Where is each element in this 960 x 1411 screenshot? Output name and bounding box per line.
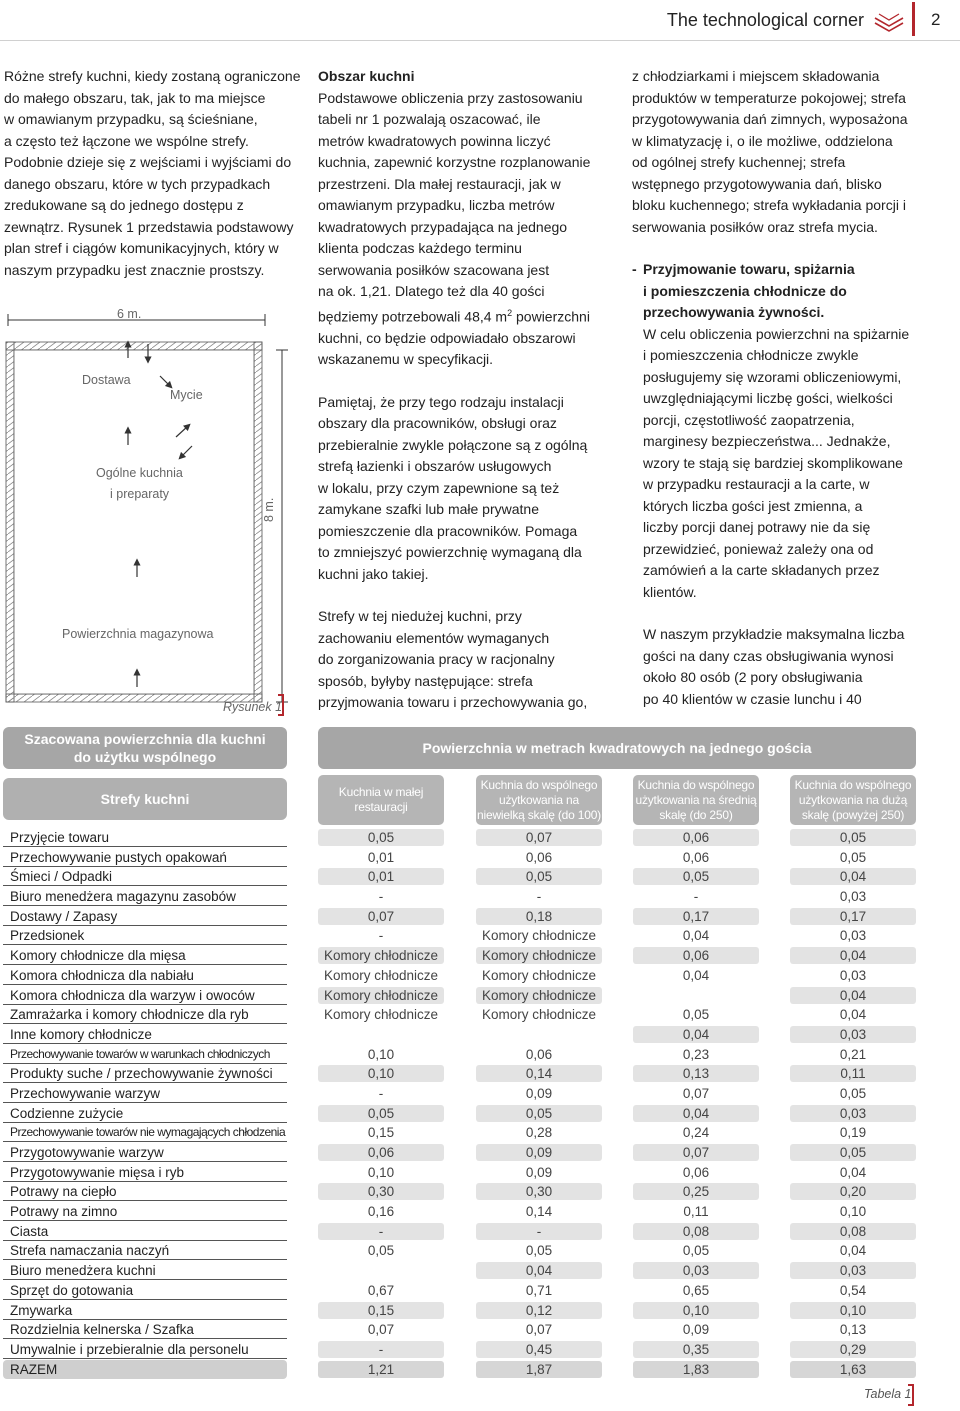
table-row xyxy=(0,1143,960,1163)
table-cell: 1,63 xyxy=(790,1361,916,1378)
table-cell: 0,04 xyxy=(633,1105,759,1122)
zone-name: Przedsionek xyxy=(3,926,287,945)
table-cell: 0,10 xyxy=(839,1204,867,1220)
text-line: bloku kuchennego; strefa wykładania porcji i xyxy=(632,197,906,213)
paragraph-gap xyxy=(318,585,590,606)
table-cell: 0,67 xyxy=(367,1282,395,1298)
table-cell: 0,10 xyxy=(790,1302,916,1319)
bullet-dash: - xyxy=(632,261,637,277)
table-cell: 0,11 xyxy=(790,1065,916,1082)
zone-name: Komora chłodnicza dla nabiału xyxy=(3,966,287,985)
table-cell: 0,09 xyxy=(525,1164,553,1180)
table-cell: 0,04 xyxy=(839,1164,867,1180)
table-cell: Komory chłodnicze xyxy=(318,987,444,1004)
intro-paragraph xyxy=(4,66,301,281)
text-line: od ogólnej strefy kuchennej; strefa xyxy=(632,154,846,170)
zone-name: Strefa namaczania naczyń xyxy=(3,1241,287,1260)
text-line: w przypadku restauracji a la carte, w xyxy=(643,476,870,492)
table-cell: Komory chłodnicze xyxy=(476,987,602,1004)
table-cell: 0,06 xyxy=(682,849,710,865)
table-row xyxy=(0,887,960,907)
kitchen-floor-plan xyxy=(0,300,300,720)
text-line: w lokalu, przy czym zapewnione są też xyxy=(318,479,560,496)
bullet-heading-text: i pomieszczenia chłodnicze do xyxy=(643,282,847,299)
text-line: w omawianym przypadku, są ścieśniane, xyxy=(4,111,258,127)
table-cell: 0,07 xyxy=(476,829,602,846)
table-zones-header xyxy=(3,778,287,820)
zone-name: Przygotowywanie warzyw xyxy=(3,1143,287,1162)
zone-name: Komory chłodnicze dla mięsa xyxy=(3,946,287,965)
table-cell: 0,07 xyxy=(318,908,444,925)
text-line: na ok. 1,21. Dlatego też dla 40 gości xyxy=(318,283,545,299)
table-cell: - xyxy=(378,1085,384,1101)
text-line: zredukowane są do jednego dostępu z xyxy=(4,197,244,213)
table-cell: 0,17 xyxy=(790,908,916,925)
table-cell: 0,07 xyxy=(525,1322,553,1338)
table-row xyxy=(0,1163,960,1183)
text-line: plan stref i ciągów komunikacyjnych, który w xyxy=(4,240,279,256)
zone-name: Zmywarka xyxy=(3,1301,287,1320)
table-cell: 0,71 xyxy=(525,1282,553,1298)
area-table xyxy=(0,828,960,1379)
table-cell: 0,11 xyxy=(683,1204,709,1220)
table-cell: 0,03 xyxy=(633,1262,759,1279)
text-line: W naszym przykładzie maksymalna liczba xyxy=(643,626,905,642)
text-line: Pamiętaj, że przy tego rodzaju instalacji xyxy=(318,393,564,410)
table-cell: 1,87 xyxy=(476,1361,602,1378)
text-line: i pomieszczenia chłodnicze zwykle xyxy=(643,347,859,363)
table-cell: 0,06 xyxy=(318,1144,444,1161)
table-cell: Komory chłodnicze xyxy=(318,947,444,964)
text-line: strefą łazienki i obszarów usługowych xyxy=(318,458,552,475)
table-cell: 1,83 xyxy=(633,1361,759,1378)
paragraph-gap xyxy=(632,238,909,259)
zone-name: Sprzęt do gotowania xyxy=(3,1281,287,1300)
text-line: klienta podczas każdego terminu xyxy=(318,240,522,256)
table-left-header-text: Szacowana powierzchnia dla kuchni do użytku wspólnego xyxy=(24,731,266,765)
text-line: metrów kwadratowych powinna liczyć xyxy=(318,132,551,149)
text-line: przyjmowania towaru i przechowywania go, xyxy=(318,694,588,711)
table-right-header xyxy=(318,727,916,769)
text-line: w klimatyzację i, o ile możliwe, oddzielona xyxy=(632,132,893,149)
zone-name: Śmieci / Odpadki xyxy=(3,867,287,886)
zone-name: Przechowywanie towarów nie wymagających chłodzenia xyxy=(3,1123,287,1142)
section-heading: Obszar kuchni xyxy=(318,68,415,84)
table-cell: 0,10 xyxy=(633,1302,759,1319)
table-row xyxy=(0,926,960,946)
text-line: wzory te stają się bardziej skomplikowane xyxy=(643,454,903,471)
table-row xyxy=(0,946,960,966)
col-header-small xyxy=(318,775,444,825)
table-cell: 0,03 xyxy=(839,889,867,905)
zone-name: Potrawy na ciepło xyxy=(3,1182,287,1201)
text-line: produktów w temperaturze pokojowej; strefa xyxy=(632,89,906,106)
table-cell: 0,17 xyxy=(633,908,759,925)
table-row xyxy=(0,986,960,1006)
width-label: 6 m. xyxy=(117,307,142,321)
table-cell: 0,01 xyxy=(318,868,444,885)
table-cell: 0,04 xyxy=(839,1243,867,1259)
text-line: porcji, częstotliwość zaopatrzenia, xyxy=(643,411,855,428)
text-line: gości na dany czas obsługiwania wynosi xyxy=(643,647,894,664)
zone-name: Przygotowywanie mięsa i ryb xyxy=(3,1163,287,1182)
table-row xyxy=(0,1222,960,1242)
table-cell: 0,05 xyxy=(318,829,444,846)
table-cell: 0,14 xyxy=(476,1065,602,1082)
text-line: danego obszaru, które w tych przypadkach xyxy=(4,175,271,192)
superscript: 2 xyxy=(507,307,513,318)
table-cell: 0,30 xyxy=(476,1183,602,1200)
zones-section xyxy=(632,66,909,710)
table-row xyxy=(0,907,960,927)
zone-name: Przechowywanie warzyw xyxy=(3,1084,287,1103)
table-row xyxy=(0,1301,960,1321)
table-cell: 0,15 xyxy=(318,1302,444,1319)
table-cell: 0,03 xyxy=(790,1262,916,1279)
header-rule xyxy=(0,40,960,41)
table-cell: 0,03 xyxy=(839,967,867,983)
height-label: 8 m. xyxy=(262,497,276,522)
text-line: przestrzeni. Dla małej restauracji, jak w xyxy=(318,175,561,192)
text-line: serwowania posiłków oraz strefa mycia. xyxy=(632,218,878,235)
table-row xyxy=(0,1045,960,1065)
zone-name: Biuro menedżera magazynu zasobów xyxy=(3,887,287,906)
text-line: Różne strefy kuchni, kiedy zostaną ograniczone xyxy=(4,68,301,84)
table-cell: - xyxy=(536,889,542,905)
table-cell: - xyxy=(476,1223,602,1240)
text-line: wskazanemu w specyfikacji. xyxy=(318,351,494,368)
table-cell: - xyxy=(378,889,384,905)
table-row xyxy=(0,1025,960,1045)
zone-name: Zamrażarka i komory chłodnicze dla ryb xyxy=(3,1005,287,1024)
table-cell: 0,54 xyxy=(839,1282,867,1298)
table-cell: 0,05 xyxy=(839,849,867,865)
page-number: 2 xyxy=(931,10,941,29)
table-cell: 0,05 xyxy=(525,1243,553,1259)
text-line: Strefy w tej niedużej kuchni, przy xyxy=(318,608,522,625)
text-line: marginesy bezpieczeństwa... Jednakże, xyxy=(643,433,891,449)
text-line: przewidzieć, ponieważ zależy ona od xyxy=(643,540,874,557)
table-cell: 0,16 xyxy=(367,1204,395,1220)
page-header xyxy=(0,0,960,40)
table-row xyxy=(0,1360,960,1380)
zone-mycie: Mycie xyxy=(170,388,203,402)
table-cell: 0,04 xyxy=(790,987,916,1004)
table-cell: - xyxy=(693,889,699,905)
table-cell: 0,09 xyxy=(525,1085,553,1101)
table-cell: 0,01 xyxy=(367,849,395,865)
table-cell: 0,08 xyxy=(790,1223,916,1240)
table-cell: 0,25 xyxy=(633,1183,759,1200)
zone-name: Rozdzielnia kelnerska / Szafka xyxy=(3,1320,287,1339)
table-cell: 0,09 xyxy=(682,1322,710,1338)
table-cell: 0,28 xyxy=(525,1125,553,1141)
text-line: około 80 osób (2 pory obsługiwania xyxy=(643,669,863,685)
table-cell: 0,35 xyxy=(633,1341,759,1358)
table-cell: 0,30 xyxy=(318,1183,444,1200)
table-row xyxy=(0,848,960,868)
table-cell: 1,21 xyxy=(318,1361,444,1378)
zone-name: Przechowywanie pustych opakowań xyxy=(3,848,287,867)
text-line: wstępnego przygotowywania dań, blisko xyxy=(632,175,882,192)
table-cell xyxy=(318,1262,444,1279)
text-line: kuchni jako takiej. xyxy=(318,565,429,582)
table-cell: 0,05 xyxy=(633,868,759,885)
text-line: Podobnie dzieje się z wejściami i wyjściami do xyxy=(4,154,292,170)
zone-name: Przechowywanie towarów w warunkach chłodniczych xyxy=(3,1045,287,1064)
table-cell: Komory chłodnicze xyxy=(481,928,597,944)
table-cell: 0,05 xyxy=(682,1007,710,1023)
table-cell: Komory chłodnicze xyxy=(323,967,439,983)
zone-name: Produkty suche / przechowywanie żywności xyxy=(3,1064,287,1083)
text-line: a często też łączone we wspólne strefy. xyxy=(4,132,249,149)
text-line: przebieralnie zwykle połączone są z ogólną xyxy=(318,436,588,453)
table-cell: 0,04 xyxy=(476,1262,602,1279)
table-cell: 0,18 xyxy=(476,908,602,925)
col-header-over-250-text: Kuchnia do wspólnego użytkowania na dużą skalę (powyżej 250) xyxy=(794,777,912,822)
floor-plan-drawing xyxy=(0,300,300,720)
col-header-small-text: Kuchnia w małej restauracji xyxy=(338,785,424,814)
col-header-up-to-100 xyxy=(476,775,602,825)
text-line: tabeli nr 1 pozwalają oszacować, ile xyxy=(318,111,541,127)
text-line: do małego obszaru, tak, jak to ma miejsce xyxy=(4,89,266,106)
table-cell: - xyxy=(318,1341,444,1358)
table-left-header xyxy=(3,727,287,769)
table-row xyxy=(0,1340,960,1360)
zone-ogolne-1: Ogólne kuchnia xyxy=(96,466,183,480)
table-row xyxy=(0,1182,960,1202)
text-line: omawianym przypadku, liczba metrów xyxy=(318,197,555,213)
figure-caption: Rysunek 1 xyxy=(223,700,283,714)
table-cell: 0,06 xyxy=(525,1046,553,1062)
table-row xyxy=(0,966,960,986)
table-cell: 0,13 xyxy=(633,1065,759,1082)
text-line: z chłodziarkami i miejscem składowania xyxy=(632,68,880,84)
text-line: kwadratowych przypadająca na jednego xyxy=(318,218,568,235)
table-cell: 0,05 xyxy=(367,1243,395,1259)
text-line: do zorganizowania pracy w racjonalny xyxy=(318,651,555,668)
kitchen-area-section xyxy=(318,66,590,714)
col-header-up-to-100-text: Kuchnia do wspólnego użytkowania na niewielką skalę (do 100) xyxy=(477,777,601,822)
text-line: kuchni, co będzie odpowiadało obszarowi xyxy=(318,329,576,346)
zone-name: Codzienne zużycie xyxy=(3,1104,287,1123)
header-divider xyxy=(912,2,915,36)
table-row xyxy=(0,828,960,848)
table-cell: 0,04 xyxy=(682,928,710,944)
table-zones-header-text: Strefy kuchni xyxy=(100,791,190,807)
table-cell: 0,06 xyxy=(525,849,553,865)
zone-name: Ciasta xyxy=(3,1222,287,1241)
zone-name: Dostawy / Zapasy xyxy=(3,907,287,926)
table-cell: 0,03 xyxy=(839,928,867,944)
table-caption: Tabela 1 xyxy=(864,1387,912,1401)
zone-name: Umywalnie i przebieralnie dla personelu xyxy=(3,1340,287,1359)
table-cell: 0,04 xyxy=(790,947,916,964)
bullet-heading-text: Przyjmowanie towaru, spiżarnia xyxy=(643,261,855,277)
table-cell: 0,19 xyxy=(839,1125,867,1141)
table-cell: 0,15 xyxy=(367,1125,395,1141)
table-cell: 0,05 xyxy=(839,1085,867,1101)
zone-magazyn: Powierzchnia magazynowa xyxy=(62,627,214,641)
table-cell: 0,04 xyxy=(790,868,916,885)
table-cell: 0,06 xyxy=(633,829,759,846)
text-fragment: będziemy potrzebowali 48,4 m xyxy=(318,308,508,325)
text-line: posługujemy się wzorami obliczeniowymi, xyxy=(643,368,902,385)
bullet-heading-text: przechowywania żywności. xyxy=(643,304,825,320)
table-cell: Komory chłodnicze xyxy=(323,1007,439,1023)
bullet-heading-line xyxy=(632,281,909,303)
table-cell: 0,05 xyxy=(476,868,602,885)
table-row xyxy=(0,1202,960,1222)
table-cell xyxy=(476,1026,602,1043)
text-line: liczby porcji danej potrawy nie da się xyxy=(643,519,871,535)
col-header-over-250 xyxy=(790,775,916,825)
table-cell: 0,45 xyxy=(476,1341,602,1358)
caption-bracket xyxy=(278,694,284,716)
table-cell: Komory chłodnicze xyxy=(481,1007,597,1023)
table-cell: 0,06 xyxy=(682,1164,710,1180)
table-row xyxy=(0,1005,960,1025)
zone-name: Biuro menedżera kuchni xyxy=(3,1261,287,1280)
table-cell xyxy=(633,987,759,1004)
zone-dostawa: Dostawa xyxy=(82,373,131,387)
table-cell xyxy=(318,1026,444,1043)
table-cell: 0,23 xyxy=(682,1046,710,1062)
table-cell: 0,12 xyxy=(476,1302,602,1319)
table-cell: 0,21 xyxy=(839,1046,867,1062)
table-cell: 0,10 xyxy=(318,1065,444,1082)
table-cell: 0,65 xyxy=(682,1282,710,1298)
text-line: serwowania posiłków szacowana jest xyxy=(318,261,550,278)
table-cell: 0,13 xyxy=(839,1322,867,1338)
text-line: zewnątrz. Rysunek 1 przedstawia podstawowy xyxy=(4,218,294,235)
table-cell: 0,05 xyxy=(476,1105,602,1122)
table-cell: 0,08 xyxy=(633,1223,759,1240)
bullet-heading-line xyxy=(632,302,909,324)
table-cell: Komory chłodnicze xyxy=(481,967,597,983)
table-row xyxy=(0,1123,960,1143)
table-cell: 0,09 xyxy=(476,1144,602,1161)
table-cell: - xyxy=(318,1223,444,1240)
table-cell: 0,04 xyxy=(633,1026,759,1043)
text-line: uwzględniającymi liczbę gości, wielkości xyxy=(643,390,893,406)
text-line: W celu obliczenia powierzchni na spiżarnie xyxy=(643,325,910,342)
text-line: obszary dla pracowników, obsługi oraz xyxy=(318,415,557,432)
table-cell: 0,03 xyxy=(790,1026,916,1043)
table-cell: 0,05 xyxy=(682,1243,710,1259)
table-cell: 0,05 xyxy=(790,829,916,846)
zone-name: Przyjęcie towaru xyxy=(3,828,287,847)
table-cell: 0,05 xyxy=(318,1105,444,1122)
table-cell: 0,14 xyxy=(525,1204,553,1220)
table-row xyxy=(0,1084,960,1104)
table-row xyxy=(0,1064,960,1084)
zone-ogolne-2: i preparaty xyxy=(110,487,170,501)
text-line: po 40 klientów w czasie lunchu i 40 xyxy=(643,690,862,707)
table-cell: 0,10 xyxy=(367,1164,395,1180)
table-cell: Komory chłodnicze xyxy=(476,947,602,964)
text-line: pomieszczenie dla pracowników. Pomaga xyxy=(318,522,578,539)
text-line: zachowaniu elementów wymaganych xyxy=(318,629,550,646)
paragraph-gap xyxy=(632,603,909,624)
bullet-heading-line xyxy=(632,259,909,281)
table-cell: 0,24 xyxy=(682,1125,710,1141)
table-cell: 0,03 xyxy=(790,1105,916,1122)
table-cell: 0,07 xyxy=(367,1322,395,1338)
table-cell: 0,06 xyxy=(633,947,759,964)
paragraph-gap xyxy=(318,371,590,392)
table-right-header-text: Powierzchnia w metrach kwadratowych na jednego gościa xyxy=(422,740,812,756)
header-title: The technological corner xyxy=(666,10,864,30)
text-line: naszym przypadku jest znacznie prostszy. xyxy=(4,261,265,278)
text-line: zamówień a la carte składanych przez xyxy=(643,562,880,578)
text-line: przygotowywania dań zimnych, wyposażona xyxy=(632,111,908,127)
table-row xyxy=(0,1261,960,1281)
table-cell: 0,29 xyxy=(790,1341,916,1358)
text-fragment: powierzchni xyxy=(512,308,590,325)
table-caption-bracket xyxy=(908,1384,914,1406)
col-header-up-to-250 xyxy=(633,775,759,825)
text-line: to zmniejszyć powierzchnię wymaganą dla xyxy=(318,544,582,561)
table-cell: 0,05 xyxy=(790,1144,916,1161)
text-line: których liczba gości jest zmienna, a xyxy=(643,497,863,514)
zone-name: RAZEM xyxy=(3,1360,287,1379)
text-line xyxy=(318,303,590,328)
table-row xyxy=(0,1281,960,1301)
text-line: Podstawowe obliczenia przy zastosowaniu xyxy=(318,89,583,106)
chevron-down-icon xyxy=(873,12,905,34)
table-cell: 0,04 xyxy=(682,967,710,983)
zone-name: Potrawy na zimno xyxy=(3,1202,287,1221)
table-row xyxy=(0,867,960,887)
table-row xyxy=(0,1320,960,1340)
text-line: zamykane szafki lub małe prywatne xyxy=(318,501,539,518)
zone-name: Komora chłodnicza dla warzyw i owoców xyxy=(3,986,287,1005)
table-cell: 0,07 xyxy=(633,1144,759,1161)
table-cell: 0,07 xyxy=(682,1085,710,1101)
text-line: sposób, byłyby następujące: strefa xyxy=(318,672,533,689)
table-cell: 0,20 xyxy=(790,1183,916,1200)
table-cell: 0,10 xyxy=(367,1046,395,1062)
zone-name: Inne komory chłodnicze xyxy=(3,1025,287,1044)
table-cell: - xyxy=(378,928,384,944)
table-cell: 0,04 xyxy=(839,1007,867,1023)
table-row xyxy=(0,1104,960,1124)
text-line: klientów. xyxy=(643,583,697,600)
text-line: kuchnia, zapewnić korzystne rozplanowanie xyxy=(318,154,591,170)
table-row xyxy=(0,1241,960,1261)
col-header-up-to-250-text: Kuchnia do wspólnego użytkowania na średnią skalę (do 250) xyxy=(635,777,757,822)
